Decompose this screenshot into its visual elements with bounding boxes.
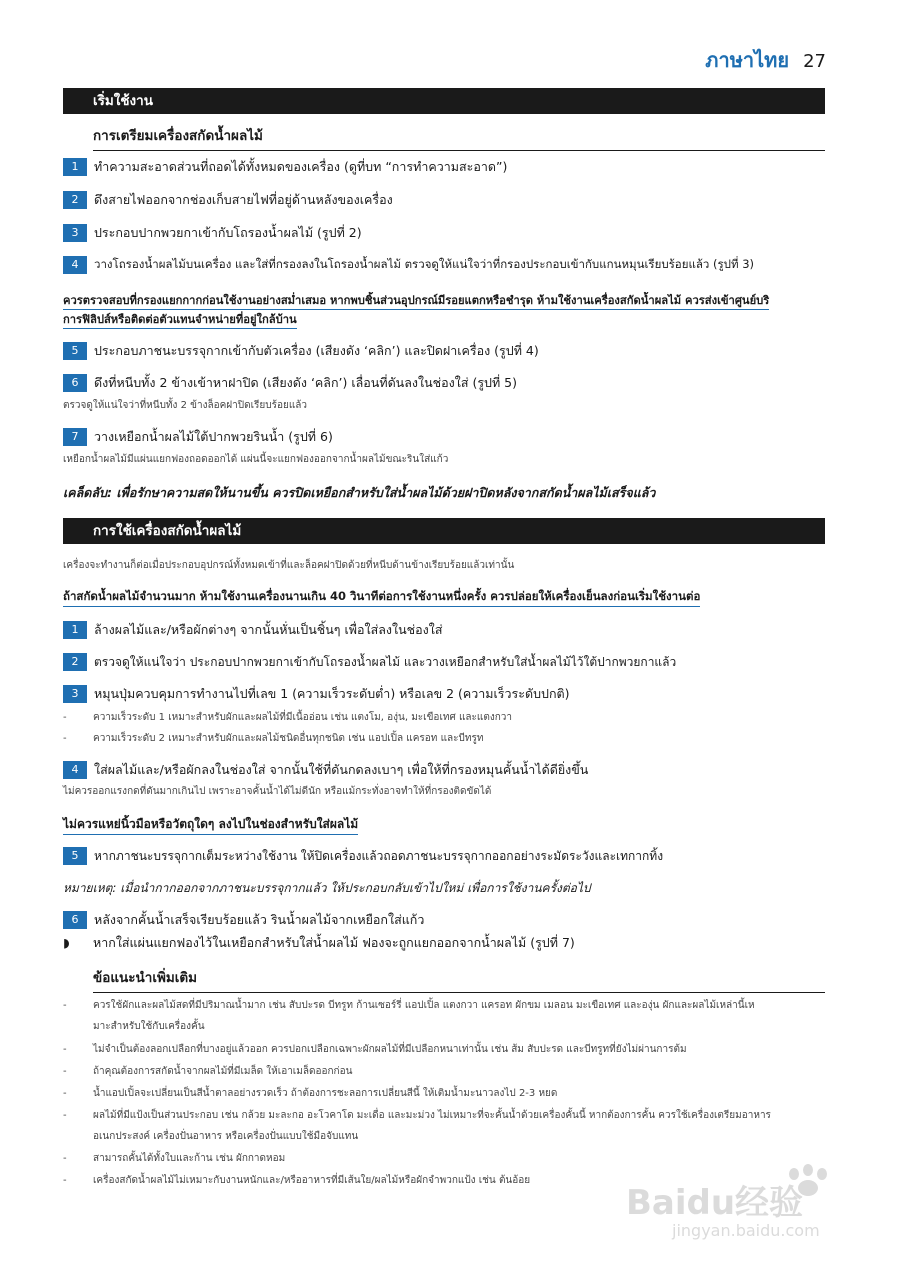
use-intro: เครื่องจะทำงานก็ต่อเมื่อประกอบอุปกรณ์ทั้งหมดเข้าที่และล็อคฝาปิดด้วยที่หนีบด้านข้างเรียบร้อยแล้วเท่านั้น — [63, 560, 515, 571]
dash-bullet: - — [63, 1044, 67, 1055]
warning-filter-line1: ควรตรวจสอบที่กรองแยกกากก่อนใช้งานอย่างสม่ำเสมอ หากพบชิ้นส่วนอุปกรณ์มีรอยแตกหรือชำรุด ห้ามใช้งานเครื่องสกัดน้ำผลไม้ ควรส่งเข้าศูนย์บริ — [63, 291, 769, 310]
tip-item — [63, 1086, 557, 1101]
warning-filter-line2: การฟิลิปส์หรือติดต่อตัวแทนจำหน่ายที่อยู่ใกล้บ้าน — [63, 310, 297, 329]
dash-bullet: - — [63, 1110, 67, 1121]
step-number: 7 — [63, 428, 87, 446]
page-header — [705, 44, 826, 76]
tip-item — [63, 1064, 352, 1079]
step-text: ดึงที่หนีบทั้ง 2 ข้างเข้าหาฝาปิด (เสียงดัง ‘คลิก’) เลื่อนที่ดันลงในช่องใส่ (รูปที่ 5) — [94, 375, 518, 390]
step-text: หมุนปุ่มควบคุมการทำงานไปที่เลข 1 (ความเร็วระดับต่ำ) หรือเลข 2 (ความเร็วระดับปกติ) — [94, 686, 570, 701]
dash-bullet: - — [63, 733, 67, 744]
speed-2-item — [63, 731, 483, 746]
step-number: 1 — [63, 158, 87, 176]
note-pulp-container: หมายเหตุ: เมื่อนำกากออกจากภาชนะบรรจุกากแล้ว ให้ประกอบกลับเข้าไปใหม่ เพื่อการใช้งานครั้งต่อไป — [63, 881, 591, 895]
step-text: หากภาชนะบรรจุกากเต็มระหว่างใช้งาน ให้ปิดเครื่องแล้วถอดภาชนะบรรจุกากออกอย่างระมัดระวังและเทกากทิ้ง — [94, 848, 664, 863]
tip-item-continued: มาะสำหรับใช้กับเครื่องคั้น — [93, 1021, 205, 1032]
step-text: ใส่ผลไม้และ/หรือผักลงในช่องใส่ จากนั้นใช้ที่ดันกดลงเบาๆ เพื่อให้ที่กรองหมุนคั้นน้ำได้ดียิ่งขึ้น — [94, 762, 589, 777]
tip-item — [63, 998, 755, 1013]
tip-text: ไม่จำเป็นต้องลอกเปลือกที่บางอยู่แล้วออก ควรปอกเปลือกเฉพาะผักผลไม้ที่มีเปลือกหนาเท่านั้น เช่น ส้ม สับปะรด และบีทรูทที่ยังไม่ผ่านการต้ม — [93, 1044, 687, 1055]
step4-note: ไม่ควรออกแรงกดที่ดันมากเกินไป เพราะอาจคั้นน้ำได้ไม่ดีนัก หรือแม้กระทั่งอาจทำให้ที่กรองติดขัดได้ — [63, 786, 492, 797]
start-step-1 — [63, 157, 842, 177]
step-text: วางโถรองน้ำผลไม้บนเครื่อง และใส่ที่กรองลงในโถรองน้ำผลไม้ ตรวจดูให้แน่ใจว่าที่กรองประกอบเข้ากับแกนหมุนเรียบร้อยแล้ว (รูปที่ 3) — [94, 257, 755, 271]
start-step-7 — [63, 427, 842, 447]
speed-1-text: ความเร็วระดับ 1 เหมาะสำหรับผักและผลไม้ที่มีเนื้ออ่อน เช่น แตงโม, องุ่น, มะเขือเทศ และแตงกวา — [93, 712, 513, 723]
start-step-2 — [63, 190, 842, 210]
section-bar-use: การใช้เครื่องสกัดน้ำผลไม้ — [63, 518, 825, 544]
subsection-tips: ข้อแนะนำเพิ่มเติม — [93, 966, 825, 993]
tip-text: น้ำแอปเปิ้ลจะเปลี่ยนเป็นสีน้ำตาลอย่างรวดเร็ว ถ้าต้องการชะลอการเปลี่ยนสีนี้ ให้เติมน้ำมะนาวลงไป 2-3 หยด — [93, 1088, 558, 1099]
use-step-6 — [63, 910, 842, 930]
subsection-prepare: การเตรียมเครื่องสกัดน้ำผลไม้ — [93, 124, 825, 151]
froth-separator-item — [63, 933, 575, 953]
use-step-2 — [63, 652, 842, 672]
page-number: 27 — [803, 51, 826, 72]
speed-2-text: ความเร็วระดับ 2 เหมาะสำหรับผักและผลไม้ชนิดอื่นทุกชนิด เช่น แอปเปิ้ล แครอท และบีทรูท — [93, 733, 484, 744]
step-text: ดึงสายไฟออกจากช่องเก็บสายไฟที่อยู่ด้านหลังของเครื่อง — [94, 192, 393, 207]
step-number: 4 — [63, 761, 87, 779]
step7-note: เหยือกน้ำผลไม้มีแผ่นแยกฟองถอดออกได้ แผ่นนี้จะแยกฟองออกจากน้ำผลไม้ขณะรินใส่แก้ว — [63, 454, 449, 465]
tip-freshness: เคล็ดลับ: เพื่อรักษาความสดให้นานขึ้น ควรปิดเหยือกสำหรับใส่น้ำผลไม้ด้วยฝาปิดหลังจากสกัดน้ำผลไม้เสร็จแล้ว — [63, 485, 656, 500]
step-text: วางเหยือกน้ำผลไม้ใต้ปากพวยรินน้ำ (รูปที่ 6) — [94, 429, 333, 444]
start-step-5 — [63, 341, 842, 361]
tip-item — [63, 1151, 285, 1166]
step-text: ล้างผลไม้และ/หรือผักต่างๆ จากนั้นหั่นเป็นชิ้นๆ เพื่อใส่ลงในช่องใส่ — [94, 622, 443, 637]
start-step-3 — [63, 223, 842, 243]
warning-fingers: ไม่ควรแหย่นิ้วมือหรือวัตถุใดๆ ลงไปในช่องสำหรับใส่ผลไม้ — [63, 815, 358, 835]
watermark-url: jingyan.baidu.com — [672, 1221, 820, 1240]
watermark-brand: Baidu经验 — [626, 1183, 804, 1223]
start-step-4 — [63, 255, 842, 275]
step-number: 1 — [63, 621, 87, 639]
dash-bullet: - — [63, 1066, 67, 1077]
dash-bullet: - — [63, 1175, 67, 1186]
dash-bullet: - — [63, 1153, 67, 1164]
section-bar-start: เริ่มใช้งาน — [63, 88, 825, 114]
warning-run-time: ถ้าสกัดน้ำผลไม้จำนวนมาก ห้ามใช้งานเครื่องนานเกิน 40 วินาทีต่อการใช้งานหนึ่งครั้ง ควรปล่อยให้เครื่องเย็นลงก่อนเริ่มใช้งานต่อ — [63, 588, 700, 607]
step-text: ประกอบภาชนะบรรจุกากเข้ากับตัวเครื่อง (เสียงดัง ‘คลิก’) และปิดฝาเครื่อง (รูปที่ 4) — [94, 343, 539, 358]
step-number: 5 — [63, 342, 87, 360]
dash-bullet: - — [63, 1088, 67, 1099]
tip-item-continued: อเนกประสงค์ เครื่องปั่นอาหาร หรือเครื่องปั่นแบบใช้มือจับแทน — [93, 1131, 359, 1142]
dash-bullet: - — [63, 712, 67, 723]
step6-note: ตรวจดูให้แน่ใจว่าที่หนีบทั้ง 2 ข้างล็อคฝาปิดเรียบร้อยแล้ว — [63, 400, 308, 411]
language-title: ภาษาไทย — [705, 48, 790, 72]
step-text: ประกอบปากพวยกาเข้ากับโถรองน้ำผลไม้ (รูปที่ 2) — [94, 225, 362, 240]
tip-text: สามารถคั้นได้ทั้งใบและก้าน เช่น ผักกาดหอม — [93, 1153, 286, 1164]
froth-separator-text: หากใส่แผ่นแยกฟองไว้ในเหยือกสำหรับใส่น้ำผลไม้ ฟองจะถูกแยกออกจากน้ำผลไม้ (รูปที่ 7) — [93, 935, 575, 950]
speed-1-item — [63, 710, 512, 725]
step-text: หลังจากคั้นน้ำเสร็จเรียบร้อยแล้ว รินน้ำผลไม้จากเหยือกใส่แก้ว — [94, 912, 425, 927]
tip-text: ถ้าคุณต้องการสกัดน้ำจากผลไม้ที่มีเมล็ด ให้เอาเมล็ดออกก่อน — [93, 1066, 353, 1077]
dash-bullet: - — [63, 1000, 67, 1011]
tip-text: เครื่องสกัดน้ำผลไม้ไม่เหมาะกับงานหนักและ/หรืออาหารที่มีเส้นใย/ผลไม้หรือผักจำพวกแป้ง เช่น ต้นอ้อย — [93, 1175, 531, 1186]
tip-text: ผลไม้ที่มีแป้งเป็นส่วนประกอบ เช่น กล้วย มะละกอ อะโวคาโด มะเดื่อ และมะม่วง ไม่เหมาะที่จะคั้นน้ำด้วยเครื่องคั้นนี้ หากต้องการคั้น ควรใช้เครื่องเตรียมอาหาร — [93, 1110, 771, 1121]
start-step-6 — [63, 373, 842, 393]
use-step-3 — [63, 684, 842, 704]
step-number: 6 — [63, 374, 87, 392]
use-step-1 — [63, 620, 842, 640]
step-number: 3 — [63, 224, 87, 242]
step-number: 2 — [63, 653, 87, 671]
baidu-watermark — [622, 1162, 862, 1242]
step-number: 2 — [63, 191, 87, 209]
step-text: ทำความสะอาดส่วนที่ถอดได้ทั้งหมดของเครื่อง (ดูที่บท “การทำความสะอาด”) — [94, 159, 508, 174]
tip-text: ควรใช้ผักและผลไม้สดที่มีปริมาณน้ำมาก เช่น สับปะรด บีทรูท ก้านเซอร์รี่ แอปเปิ้ล แตงกวา แครอท ผักขม เมลอน มะเขือเทศ และองุ่น ผักและผลไม้เหล่านี้เห — [93, 1000, 755, 1011]
use-step-4 — [63, 760, 842, 780]
use-step-5 — [63, 846, 842, 866]
step-number: 5 — [63, 847, 87, 865]
tip-item — [63, 1173, 530, 1188]
step-number: 6 — [63, 911, 87, 929]
step-text: ตรวจดูให้แน่ใจว่า ประกอบปากพวยกาเข้ากับโถรองน้ำผลไม้ และวางเหยือกสำหรับใส่น้ำผลไม้ไว้ใต้ปากพวยกาแล้ว — [94, 654, 677, 669]
tip-item — [63, 1042, 687, 1057]
arrow-bullet-icon: ◗ — [63, 935, 70, 950]
step-number: 3 — [63, 685, 87, 703]
tip-item — [63, 1108, 771, 1123]
step-number: 4 — [63, 256, 87, 274]
